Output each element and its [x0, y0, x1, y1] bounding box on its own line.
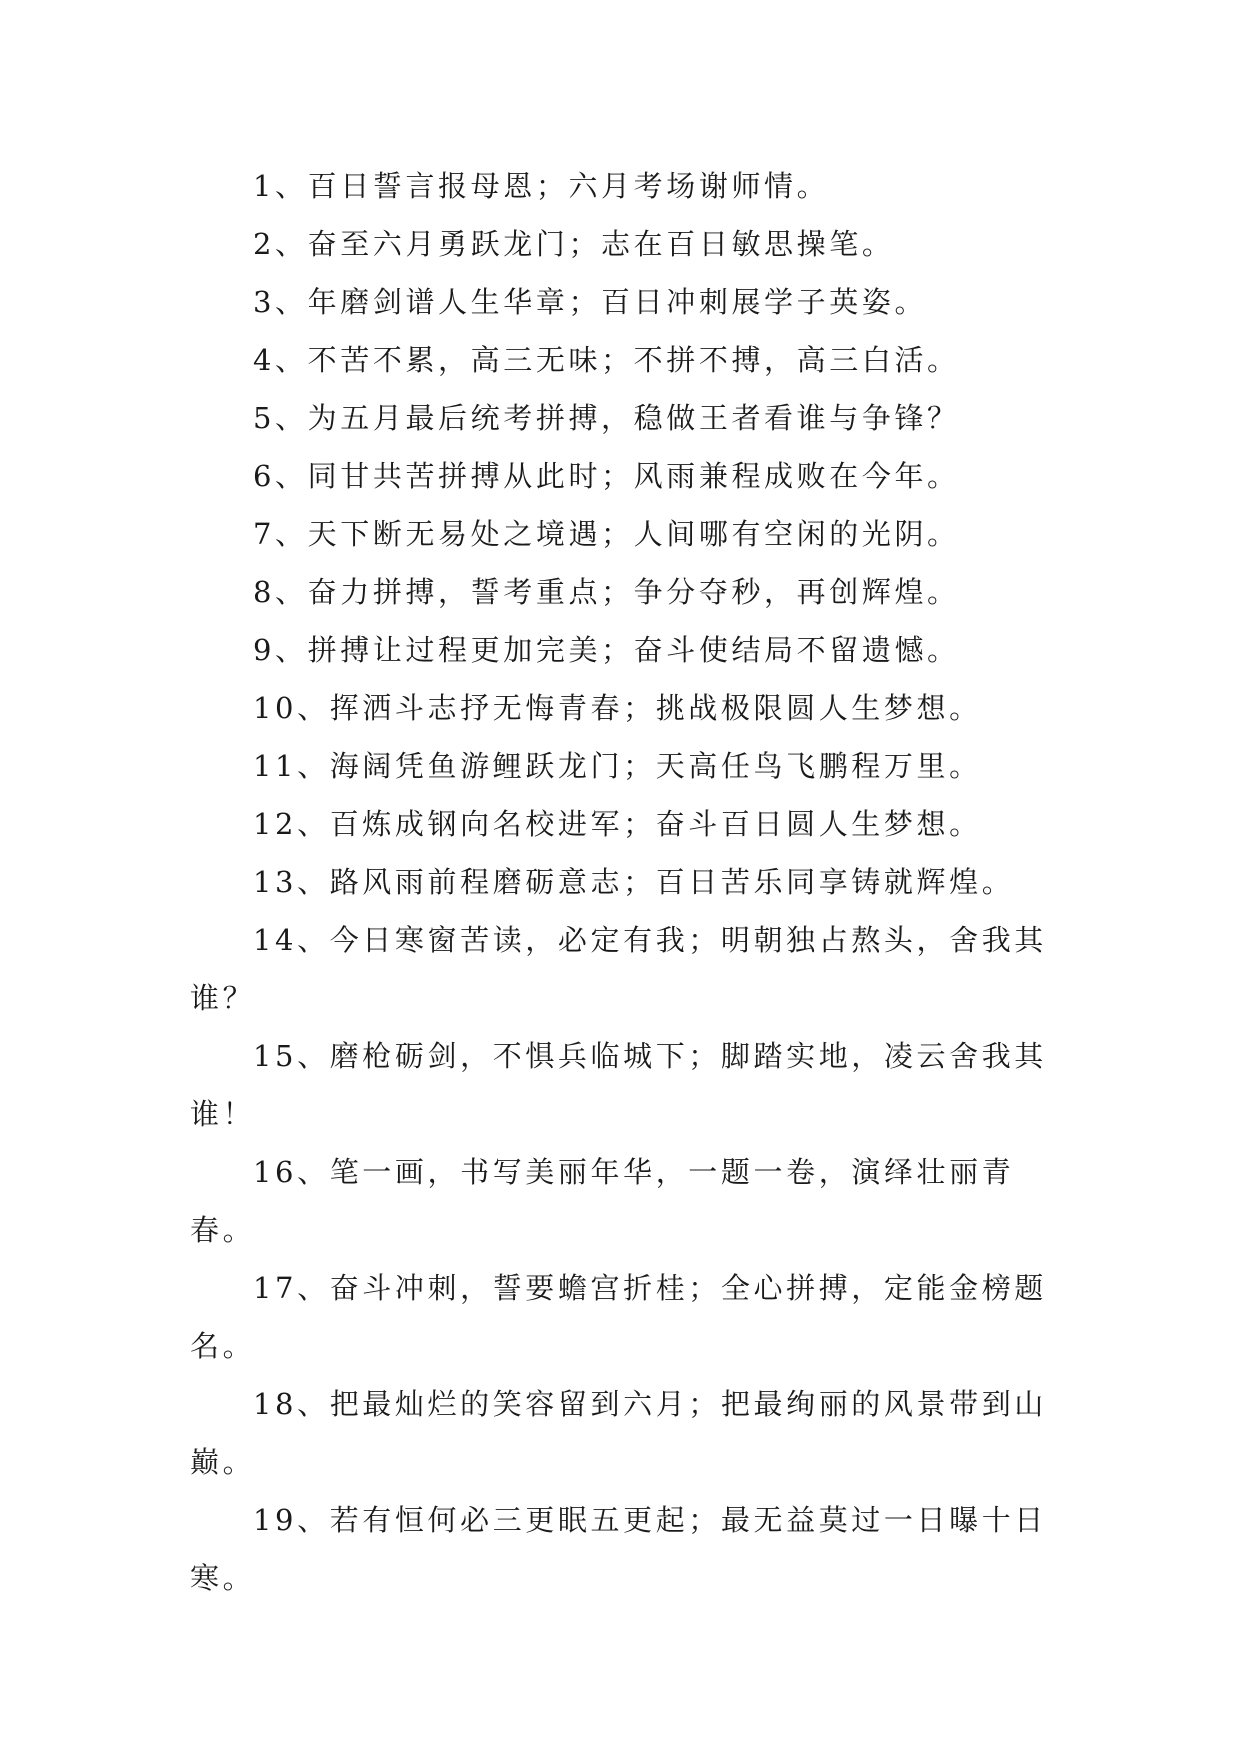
paragraph-8: 8、奋力拼搏，誓考重点；争分夺秒，再创辉煌。 [253, 575, 960, 609]
paragraph-12: 12、百炼成钢向名校进军；奋斗百日圆人生梦想。 [253, 807, 982, 841]
document-body [190, 157, 1060, 1607]
paragraph-19: 19、若有恒何必三更眠五更起；最无益莫过一日曝十日寒。 [190, 1503, 1047, 1595]
paragraph-15: 15、磨枪砺剑，不惧兵临城下；脚踏实地，凌云舍我其谁！ [190, 1039, 1047, 1131]
paragraph-14: 14、今日寒窗苦读，必定有我；明朝独占熬头，舍我其谁？ [190, 923, 1047, 1015]
paragraph-17: 17、奋斗冲刺，誓要蟾宫折桂；全心拼搏，定能金榜题名。 [190, 1271, 1047, 1363]
paragraph-10: 10、挥洒斗志抒无悔青春；挑战极限圆人生梦想。 [253, 691, 982, 725]
paragraph-11: 11、海阔凭鱼游鲤跃龙门；天高任鸟飞鹏程万里。 [253, 749, 982, 783]
paragraph-5: 5、为五月最后统考拼搏，稳做王者看谁与争锋？ [253, 401, 960, 435]
paragraph-16: 16、笔一画，书写美丽年华，一题一卷，演绎壮丽青春。 [190, 1155, 1015, 1247]
paragraph-2: 2、奋至六月勇跃龙门；志在百日敏思操笔。 [253, 227, 895, 261]
paragraph-18: 18、把最灿烂的笑容留到六月；把最绚丽的风景带到山巅。 [190, 1387, 1047, 1479]
paragraph-3: 3、年磨剑谱人生华章；百日冲刺展学子英姿。 [253, 285, 928, 319]
paragraph-7: 7、天下断无易处之境遇；人间哪有空闲的光阴。 [253, 517, 960, 551]
paragraph-1: 1、百日誓言报母恩；六月考场谢师情。 [253, 169, 830, 203]
paragraph-13: 13、路风雨前程磨砺意志；百日苦乐同享铸就辉煌。 [253, 865, 1015, 899]
paragraph-6: 6、同甘共苦拼搏从此时；风雨兼程成败在今年。 [253, 459, 960, 493]
paragraph-9: 9、拼搏让过程更加完美；奋斗使结局不留遗憾。 [253, 633, 960, 667]
paragraph-4: 4、不苦不累，高三无味；不拼不搏，高三白活。 [253, 343, 960, 377]
